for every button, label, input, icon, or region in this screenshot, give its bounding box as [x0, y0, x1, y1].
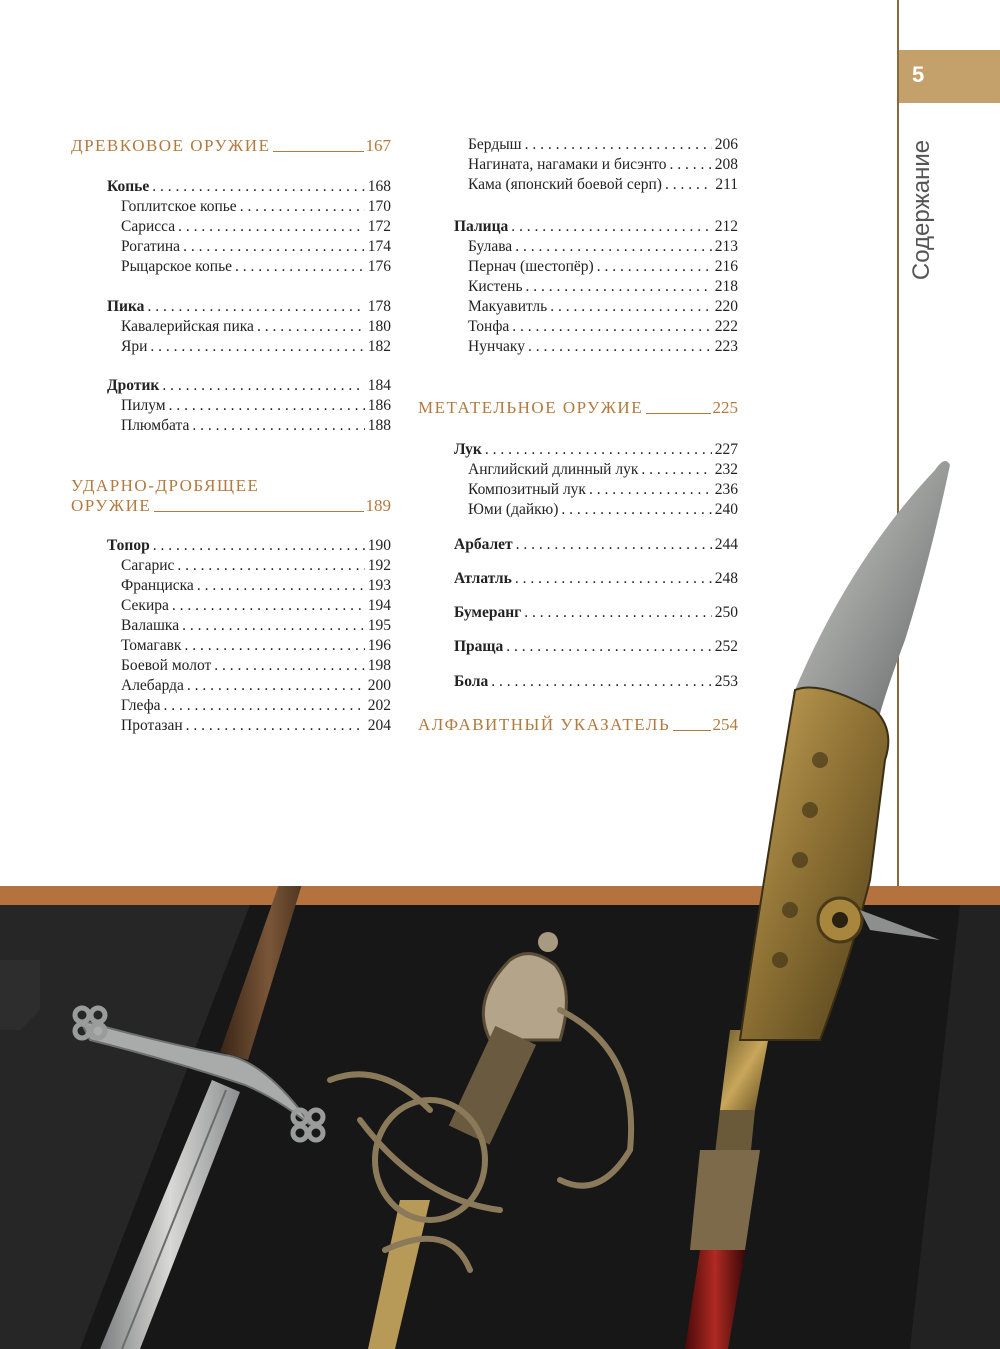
- toc-single-entries: [454, 603, 738, 623]
- toc-entry[interactable]: Рогатина . . . 174: [107, 237, 391, 257]
- toc-entry[interactable]: Палица . . . 212: [454, 217, 738, 237]
- toc-entry[interactable]: Алебарда . . . 200: [107, 676, 391, 696]
- toc-entry[interactable]: Яри . . . 182: [107, 337, 391, 357]
- toc-entry[interactable]: Булава . . . 213: [454, 237, 738, 257]
- toc-entry[interactable]: Сагарис . . . 192: [107, 556, 391, 576]
- toc-section[interactable]: [71, 476, 391, 516]
- toc-entry[interactable]: Юми (дайкю) . . . 240: [454, 500, 738, 520]
- toc-group-drotik: [107, 376, 391, 436]
- page-number: 5: [912, 62, 925, 87]
- toc-entry[interactable]: Пилум . . . 186: [107, 396, 391, 416]
- toc-entry[interactable]: Композитный лук . . . 236: [454, 480, 738, 500]
- toc-entry[interactable]: Копье . . . 168: [107, 177, 391, 197]
- toc-entry[interactable]: Кама (японский боевой серп) . . . 211: [454, 175, 738, 195]
- toc-entry[interactable]: Валашка . . . 195: [107, 616, 391, 636]
- toc-entry[interactable]: Атлатль . . . 248: [454, 569, 738, 589]
- toc-single-entries: [454, 637, 738, 657]
- section-title: МЕТАТЕЛЬНОЕ ОРУЖИЕ: [418, 398, 644, 417]
- toc-entry[interactable]: Пика . . . 178: [107, 297, 391, 317]
- toc-section[interactable]: [418, 398, 738, 418]
- toc-left-column: [71, 136, 391, 156]
- toc-group-luk: [454, 440, 738, 520]
- toc-group-topor: [107, 536, 391, 736]
- toc-entry[interactable]: Бердыш . . . 206: [454, 135, 738, 155]
- section-page: 167: [365, 136, 391, 155]
- section-title-line2: ОРУЖИЕ: [71, 496, 152, 515]
- toc-entry[interactable]: Протазан . . . 204: [107, 716, 391, 736]
- toc-entry[interactable]: Лук . . . 227: [454, 440, 738, 460]
- toc-entry[interactable]: Тонфа . . . 222: [454, 317, 738, 337]
- toc-section[interactable]: [71, 136, 391, 156]
- toc-entry[interactable]: Франциска . . . 193: [107, 576, 391, 596]
- toc-group-palitsa: [454, 217, 738, 357]
- toc-entry[interactable]: Плюмбата . . . 188: [107, 416, 391, 436]
- toc-entry[interactable]: Дротик . . . 184: [107, 376, 391, 396]
- toc-entry[interactable]: Макуавитль . . . 220: [454, 297, 738, 317]
- toc-entry[interactable]: Бола . . . 253: [454, 672, 738, 692]
- toc-entry[interactable]: Кистень . . . 218: [454, 277, 738, 297]
- toc-entry[interactable]: Гоплитское копье . . . 170: [107, 197, 391, 217]
- toc-right-section4: [418, 715, 738, 735]
- toc-entry[interactable]: Нунчаку . . . 223: [454, 337, 738, 357]
- glaive-blade-image: [700, 440, 960, 1060]
- toc-group-pika: [107, 297, 391, 357]
- section-title: ДРЕВКОВОЕ ОРУЖИЕ: [71, 136, 271, 155]
- section-title: АЛФАВИТНЫЙ УКАЗАТЕЛЬ: [418, 715, 671, 734]
- toc-entry[interactable]: Боевой молот . . . 198: [107, 656, 391, 676]
- toc-entry[interactable]: Томагавк . . . 196: [107, 636, 391, 656]
- section-page: 254: [712, 715, 738, 734]
- toc-entry[interactable]: Нагината, нагамаки и бисэнто . . . 208: [454, 155, 738, 175]
- section-page: 225: [712, 398, 738, 417]
- toc-entry[interactable]: Арбалет . . . 244: [454, 535, 738, 555]
- toc-single-entries: [454, 535, 738, 555]
- chapter-label: Содержание: [908, 139, 935, 281]
- toc-right-top: [454, 135, 738, 195]
- section-title: УДАРНО-ДРОБЯЩЕЕ: [71, 476, 260, 495]
- toc-entry[interactable]: Глефа . . . 202: [107, 696, 391, 716]
- toc-left-section2: [71, 476, 391, 516]
- toc-entry[interactable]: Пернач (шестопёр) . . . 216: [454, 257, 738, 277]
- toc-right-section3: [418, 398, 738, 418]
- toc-entry[interactable]: Топор . . . 190: [107, 536, 391, 556]
- toc-entry[interactable]: Секира . . . 194: [107, 596, 391, 616]
- section-page: 189: [365, 496, 391, 515]
- toc-entry[interactable]: Английский длинный лук . . . 232: [454, 460, 738, 480]
- toc-entry[interactable]: Праща . . . 252: [454, 637, 738, 657]
- toc-single-entries: [454, 569, 738, 589]
- toc-group-kopye: [107, 177, 391, 277]
- toc-section[interactable]: [418, 715, 738, 735]
- toc-entry[interactable]: Рыцарское копье . . . 176: [107, 257, 391, 277]
- toc-entry[interactable]: Бумеранг . . . 250: [454, 603, 738, 623]
- toc-single-entries: [454, 672, 738, 692]
- toc-entry[interactable]: Сарисса . . . 172: [107, 217, 391, 237]
- toc-entry[interactable]: Кавалерийская пика . . . 180: [107, 317, 391, 337]
